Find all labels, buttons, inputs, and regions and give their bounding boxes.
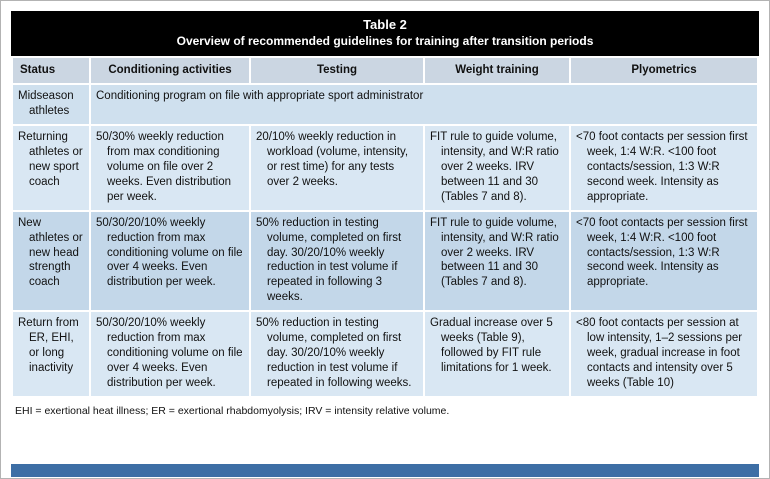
guidelines-table (11, 56, 759, 398)
table-row-midseason (13, 85, 757, 124)
testing-text: 50% reduction in testing volume, completed on first day. 30/20/10% weekly reduction in test volume if repeated in following weeks. (256, 317, 412, 390)
plyometrics-cell (571, 126, 757, 210)
plyometrics-cell (571, 312, 757, 396)
weight-training-cell (425, 312, 569, 396)
weight-training-text: FIT rule to guide volume, intensity, and W:R ratio over 2 weeks. IRV between 11 and 30 (Tables 7 and 8). (430, 216, 559, 289)
column-header-conditioning: Conditioning activities (91, 58, 249, 83)
status-text: Return from ER, EHI, or long inactivity (18, 317, 79, 375)
conditioning-text: 50/30% weekly reduction from max conditioning volume on file over 2 weeks. Even distribution per week. (96, 130, 232, 203)
status-cell (13, 212, 89, 311)
conditioning-cell (91, 312, 249, 396)
table-footnote: EHI = exertional heat illness; ER = exertional rhabdomyolysis; IRV = intensity relative volume. (15, 404, 450, 417)
weight-training-text: FIT rule to guide volume, intensity, and W:R ratio over 2 weeks. IRV between 11 and 30 (Tables 7 and 8). (430, 130, 559, 203)
plyometrics-cell (571, 212, 757, 311)
table-row-new-athletes (13, 212, 757, 311)
conditioning-text: 50/30/20/10% weekly reduction from max conditioning volume on file over 4 weeks. Even distribution per week. (96, 317, 243, 390)
plyometrics-text: <80 foot contacts per session at low intensity, 1–2 sessions per week, gradual increase in foot contacts and intensity over 5 weeks (Table 10) (576, 317, 743, 390)
column-header-row (13, 58, 757, 83)
table-title: Table 2 (363, 17, 407, 32)
conditioning-cell (91, 126, 249, 210)
column-header-status: Status (13, 58, 89, 83)
status-text: Returning athletes or new sport coach (18, 130, 83, 188)
conditioning-text: 50/30/20/10% weekly reduction from max conditioning volume on file over 4 weeks. Even distribution per week. (96, 216, 243, 289)
testing-cell (251, 126, 423, 210)
status-cell (13, 85, 89, 124)
table-container (11, 11, 759, 417)
midseason-content-cell (91, 85, 757, 124)
table-row-return-from-er (13, 312, 757, 396)
table-row-returning-athletes (13, 126, 757, 210)
status-cell (13, 126, 89, 210)
plyometrics-text: <70 foot contacts per session first week, 1:4 W:R. <100 foot contacts/session, 1:3 W:R second week. Intensity as appropriate. (576, 216, 748, 289)
midseason-content-text: Conditioning program on file with appropriate sport administrator (96, 90, 424, 103)
testing-cell (251, 312, 423, 396)
column-header-testing: Testing (251, 58, 423, 83)
status-text: New athletes or new head strength coach (18, 216, 83, 289)
plyometrics-text: <70 foot contacts per session first week, 1:4 W:R. <100 foot contacts/session, 1:3 W:R second week. Intensity as appropriate. (576, 130, 748, 203)
weight-training-cell (425, 126, 569, 210)
weight-training-text: Gradual increase over 5 weeks (Table 9), followed by FIT rule limitations for 1 week. (430, 317, 553, 375)
table-title-bar (11, 11, 759, 56)
testing-text: 50% reduction in testing volume, completed on first day. 30/20/10% weekly reduction in test volume if repeated in following 3 weeks. (256, 216, 402, 304)
column-header-plyometrics: Plyometrics (571, 58, 757, 83)
status-cell (13, 312, 89, 396)
table-subtitle: Overview of recommended guidelines for training after transition periods (176, 33, 594, 48)
conditioning-cell (91, 212, 249, 311)
status-text: Midseason athletes (18, 90, 74, 118)
weight-training-cell (425, 212, 569, 311)
testing-cell (251, 212, 423, 311)
column-header-weight-training: Weight training (425, 58, 569, 83)
testing-text: 20/10% weekly reduction in workload (volume, intensity, or rest time) for any tests over 2 weeks. (256, 130, 409, 188)
bottom-blue-bar (11, 464, 759, 477)
